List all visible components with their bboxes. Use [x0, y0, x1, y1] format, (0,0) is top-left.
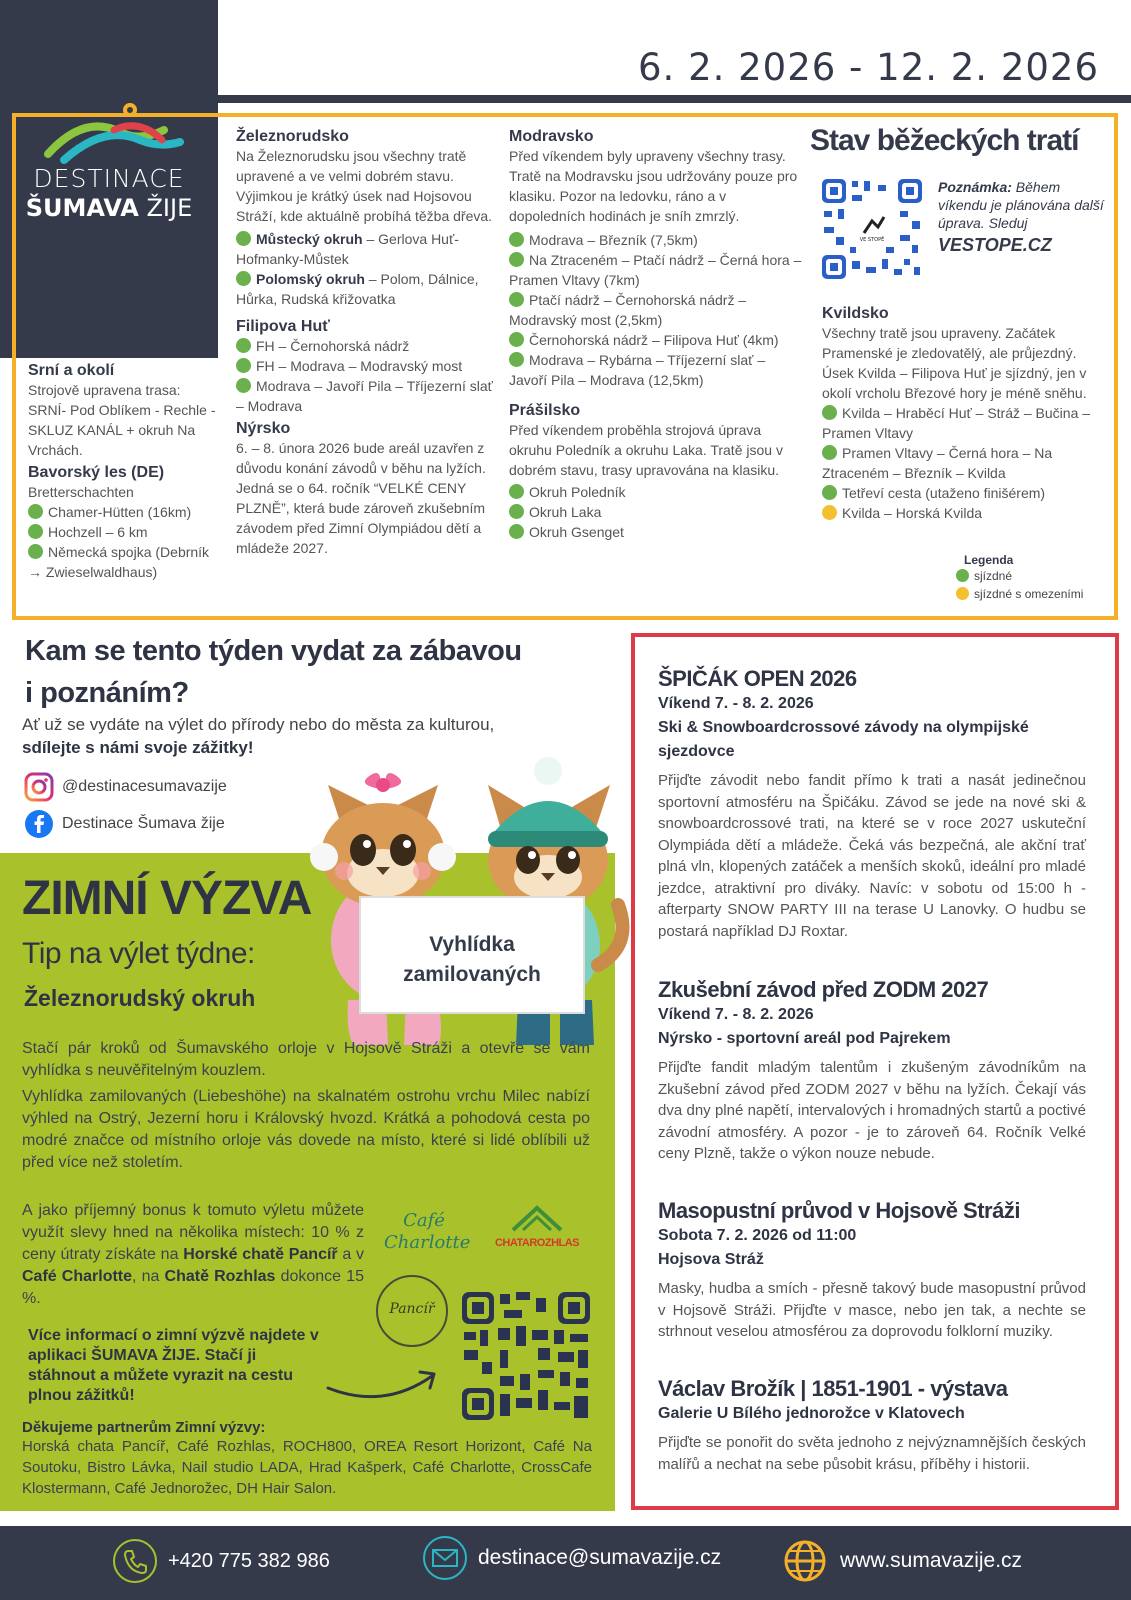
filipova-title: Filipova Huť: [236, 318, 330, 335]
vestope-link[interactable]: VESTOPE.CZ: [938, 235, 1052, 255]
list-item: Okruh Gsenget: [509, 522, 805, 542]
green-dot-icon: [509, 252, 524, 267]
green-dot-icon: [509, 232, 524, 247]
event-place: Nýrsko - sportovní areál pod Pajrekem: [658, 1030, 951, 1047]
event-zodm-test-race: [658, 977, 1086, 1165]
partners-title: Děkujeme partnerům Zimní výzvy:: [22, 1419, 266, 1436]
event-text: Masky, hudba a smích - přesně takový bude masopustní průvod v Hojsově Stráži. Přijďte v masce, nebo jen tak, a nechte se strhnout veselou atmosférou za doprovodu folklorní muziky.: [658, 1280, 1086, 1340]
green-dot-icon: [509, 524, 524, 539]
list-item: Okruh Laka: [509, 502, 805, 522]
bavorsky-title: Bavorský les (DE): [28, 464, 165, 481]
footer-email[interactable]: destinace@sumavazije.cz: [422, 1535, 721, 1581]
list-item: Okruh Poledník: [509, 482, 805, 502]
event-title: ŠPIČÁK OPEN 2026: [658, 666, 857, 691]
qr-code-icon: [820, 177, 924, 281]
trails-note: Poznámka: Během víkendu je plánována další úprava. Sleduj VESTOPE.CZ: [938, 179, 1104, 255]
event-date: Víkend 7. - 8. 2. 2026: [658, 1006, 814, 1023]
legend: [956, 553, 1106, 603]
zeleznorudsko-text: Na Železnorudsku jsou všechny tratě upravené a ve velmi dobrém stavu. Výjimkou je krátký úsek nad Hojsovou Stráží, kde aktuálně probíhá těžba dřeva.: [236, 148, 493, 224]
facebook-icon: [24, 809, 54, 839]
challenge-info: Více informací o zimní výzvě najdete v aplikaci ŠUMAVA ŽIJE. Stačí ji stáhnout a můžete vyrazit na cestu plnou zážitků!: [28, 1327, 319, 1404]
fun-subheading: Ať už se vydáte na výlet do přírody nebo do města za kulturou, sdílejte s námi svoje zážitky!: [22, 715, 495, 757]
green-dot-icon: [822, 445, 837, 460]
list-item: Tetřeví cesta (utaženo finišérem): [822, 483, 1104, 503]
green-dot-icon: [28, 544, 43, 559]
chata-rozhlas-logo: CHATAROZHLAS: [482, 1202, 592, 1249]
list-item: Hochzell – 6 km: [28, 522, 220, 542]
prasilsko-text: Před víkendem proběhla strojová úprava okruhu Poledník a okruhu Laka. Tratě jsou v dobrém stavu, trasy upravována na klasiku.: [509, 422, 783, 478]
srni-title: Srní a okolí: [28, 362, 115, 379]
green-dot-icon: [28, 524, 43, 539]
globe-icon: [782, 1538, 828, 1584]
event-date: Víkend 7. - 8. 2. 2026: [658, 695, 814, 712]
green-dot-icon: [236, 358, 251, 373]
app-qr-code[interactable]: [460, 1290, 592, 1422]
green-dot-icon: [822, 485, 837, 500]
green-dot-icon: [236, 378, 251, 393]
list-item: Kvilda – Horská Kvilda: [822, 503, 1104, 523]
cafe-charlotte-logo: Café Charlotte: [384, 1210, 471, 1253]
kvildsko-title: Kvildsko: [822, 305, 889, 322]
logo-text-sumava: ŠUMAVA ŽIJE: [25, 194, 193, 222]
green-dot-icon: [956, 569, 969, 582]
list-item: Pramen Vltavy – Černá hora – Na Ztraceném – Březník – Kvilda: [822, 445, 1053, 481]
partners: [22, 1419, 592, 1499]
list-item: Polomský okruh – Polom, Dálnice, Hůrka, Rudská křižovatka: [236, 271, 479, 307]
challenge-route: Železnorudský okruh: [24, 985, 256, 1011]
date-range: 6. 2. 2026 - 12. 2. 2026: [638, 46, 1099, 89]
vestope-qr-code[interactable]: [820, 177, 924, 281]
logo-text-destinace: DESTINACE: [33, 164, 185, 193]
list-item: Můstecký okruh – Gerlova Huť-Hofmanky-Můstek: [236, 231, 459, 267]
sign-board: Vyhlídka zamilovaných: [359, 896, 585, 1014]
partners-list: Horská chata Pancíř, Café Rozhlas, ROCH800, OREA Resort Horizont, Café Na Soutoku, Bistro Lávka, Nail studio LADA, Hrad Kašperk, Café Charlotte, CrossCafe Klostermann, Café Jednorožec, DH Hair Salon.: [22, 1438, 592, 1497]
green-dot-icon: [509, 292, 524, 307]
nyrsko-text: 6. – 8. února 2026 bude areál uzavřen z důvodu konání závodů v běhu na lyžích. Jedná se o 64. ročník “VELKÉ CENY PLZNĚ”, která bude zároveň zkušebním závodem před Zimní Olympiádou dětí a mládeže 2027.: [236, 440, 486, 556]
list-item: Na Ztraceném – Ptačí nádrž – Černá hora – Pramen Vltavy (7km): [509, 252, 802, 288]
srni-text: Strojově upravena trasa: SRNÍ- Pod Oblíkem - Rechle - SKLUZ KANÁL + okruh Na Vrchách.: [28, 382, 216, 458]
trails-heading: Stav běžeckých tratí: [810, 124, 1079, 157]
list-item: Ptačí nádrž – Černohorská nádrž – Modravský most (2,5km): [509, 292, 747, 328]
event-place: Galerie U Bílého jednorožce v Klatovech: [658, 1405, 965, 1422]
list-item: Chamer-Hütten (16km): [28, 502, 220, 522]
legend-item-green: sjízdné: [956, 567, 1106, 585]
event-title: Masopustní průvod v Hojsově Stráži: [658, 1198, 1020, 1223]
green-dot-icon: [509, 332, 524, 347]
instagram-icon: [24, 772, 54, 802]
modravsko-text: Před víkendem byly upraveny všechny trasy. Tratě na Modravsku jsou udržovány pouze pro klasiku. Pozor na ledovku, ráno a v dopoledních hodinách je sníh zmrzlý.: [509, 148, 798, 224]
challenge-paragraph-2: Vyhlídka zamilovaných (Liebeshöhe) na skalnatém ostrohu vrchu Milec nabízí výhled na Ostrý, Jezerní horu i Královský hvozd. Krátká a pohodová cesta po modré značce od místního orloje vás dovede na místo, které si lidé oblíbili už před více než stoletím.: [22, 1088, 590, 1171]
modravsko-title: Modravsko: [509, 128, 594, 145]
green-dot-icon: [509, 484, 524, 499]
event-spicak-open: [658, 666, 1086, 942]
green-dot-icon: [236, 338, 251, 353]
challenge-text: [22, 1038, 590, 1174]
green-dot-icon: [236, 271, 251, 286]
phone-icon: [112, 1538, 158, 1584]
challenge-title: ZIMNÍ VÝZVA: [22, 872, 312, 925]
green-dot-icon: [236, 231, 251, 246]
event-place: Hojsova Stráž: [658, 1251, 764, 1268]
green-dot-icon: [28, 504, 43, 519]
prasilsko-title: Prášilsko: [509, 402, 581, 419]
zeleznorudsko-section: [236, 128, 494, 558]
event-place: Ski & Snowboardcrossové závody na olympijské sjezdovce: [658, 719, 1029, 760]
instagram-link[interactable]: @destinacesumavazije: [24, 772, 227, 802]
event-title: Václav Brožík | 1851-1901 - výstava: [658, 1376, 1008, 1401]
footer-phone[interactable]: +420 775 382 986: [112, 1538, 330, 1584]
pancir-logo: Pancíř: [376, 1275, 448, 1347]
header-divider: [218, 95, 1131, 103]
list-item: FH – Modrava – Modravský most: [236, 356, 494, 376]
list-item: Modrava – Javoří Pila – Tříjezerní slať – Modrava: [236, 378, 493, 414]
kvildsko-section: [822, 305, 1104, 523]
list-item: Kvilda – Hraběcí Huť – Stráž – Bučina – Pramen Vltavy: [822, 405, 1091, 441]
mail-icon: [422, 1535, 468, 1581]
challenge-paragraph-3: A jako příjemný bonus k tomuto výletu můžete využít slevy hned na několika místech: 10 % z ceny útraty získáte na Horské chatě Pancíř a v Café Charlotte, na Chatě Rozhlas dokonce 15 %.: [22, 1202, 364, 1307]
modravsko-section: [509, 128, 805, 542]
svg-text:VE STOPĚ: VE STOPĚ: [859, 237, 885, 243]
event-title: Zkušební závod před ZODM 2027: [658, 977, 989, 1002]
zeleznorudsko-title: Železnorudsko: [236, 128, 349, 145]
event-text: Přijďte fandit mladým talentům i zkušeným závodníkům na Zkušební závod před ZODM 2027 v běhu na lyžích. Čekají vás dva dny plné napětí, intervalových i hromadných startů a poctivé závodní atmosféry. A pozor - je to zároveň 64. Ročník Velké ceny Plzně, takže o výkon nouze nebude.: [658, 1059, 1086, 1162]
qr-code-icon: [460, 1290, 592, 1422]
list-item: Německá spojka (Debrník → Zwieselwaldhaus): [28, 544, 210, 580]
event-text: Přijďte závodit nebo fandit přímo k trati a nasát jedinečnou sportovní atmosféru na Špičáku. Závod se jede na nové ski & snowboardcrossové trati, na které se v roce 2027 uskuteční Olympiáda dětí a mládeže. Čeká vás bezpečná, ale akční trať plná vln, klopených zatáček a menších skoků, ideální pro mladé jezdce, atraktivní pro diváky. Navíc: v sobotu od 15:00 h - afterparty SNOW PARTY III na terase U Lanovky. O hudbu se postará například DJ Roxtar.: [658, 772, 1086, 940]
bavorsky-subtitle: Bretterschachten: [28, 484, 134, 500]
green-dot-icon: [509, 504, 524, 519]
facebook-link[interactable]: Destinace Šumava žije: [24, 809, 225, 839]
kvildsko-text: Všechny tratě jsou upraveny. Začátek Pramenské je zledovatělý, ale průjezdný. Úsek Kvilda – Filipova Huť je sjízdný, jen v okolí vrcholu Březové hory je méně sněhu.: [822, 325, 1087, 401]
house-icon: [507, 1202, 567, 1232]
list-item: FH – Černohorská nádrž: [236, 336, 494, 356]
event-masopust: [658, 1198, 1086, 1343]
yellow-dot-icon: [822, 505, 837, 520]
srni-section: [28, 362, 220, 582]
nyrsko-title: Nýrsko: [236, 420, 291, 437]
legend-title: Legenda: [964, 553, 1014, 567]
list-item: Černohorská nádrž – Filipova Huť (4km): [509, 330, 805, 350]
fun-heading: Kam se tento týden vydat za zábavou i poznáním?: [25, 635, 522, 709]
challenge-tip: Tip na výlet týdne:: [22, 937, 255, 970]
arrow-icon: [324, 1358, 444, 1402]
yellow-dot-icon: [956, 587, 969, 600]
list-item: Modrava – Březník (7,5km): [509, 230, 805, 250]
green-dot-icon: [822, 405, 837, 420]
list-item: Modrava – Rybárna – Tříjezerní slať – Javoří Pila – Modrava (12,5km): [509, 352, 766, 388]
event-brozik-exhibition: [658, 1376, 1086, 1475]
challenge-paragraph-1: Stačí pár kroků od Šumavského orloje v Hojsově Stráži a otevře se vám vyhlídka s neuvěřitelným kouzlem.: [22, 1040, 590, 1079]
legend-item-yellow: sjízdné s omezeními: [956, 585, 1106, 603]
footer-web[interactable]: www.sumavazije.cz: [782, 1538, 1022, 1584]
event-date: Sobota 7. 2. 2026 od 11:00: [658, 1227, 857, 1244]
event-text: Přijďte se ponořit do světa jednoho z nejvýznamnějších českých malířů a nechat na sebe působit krásu, příběhy i historii.: [658, 1434, 1086, 1473]
green-dot-icon: [509, 352, 524, 367]
